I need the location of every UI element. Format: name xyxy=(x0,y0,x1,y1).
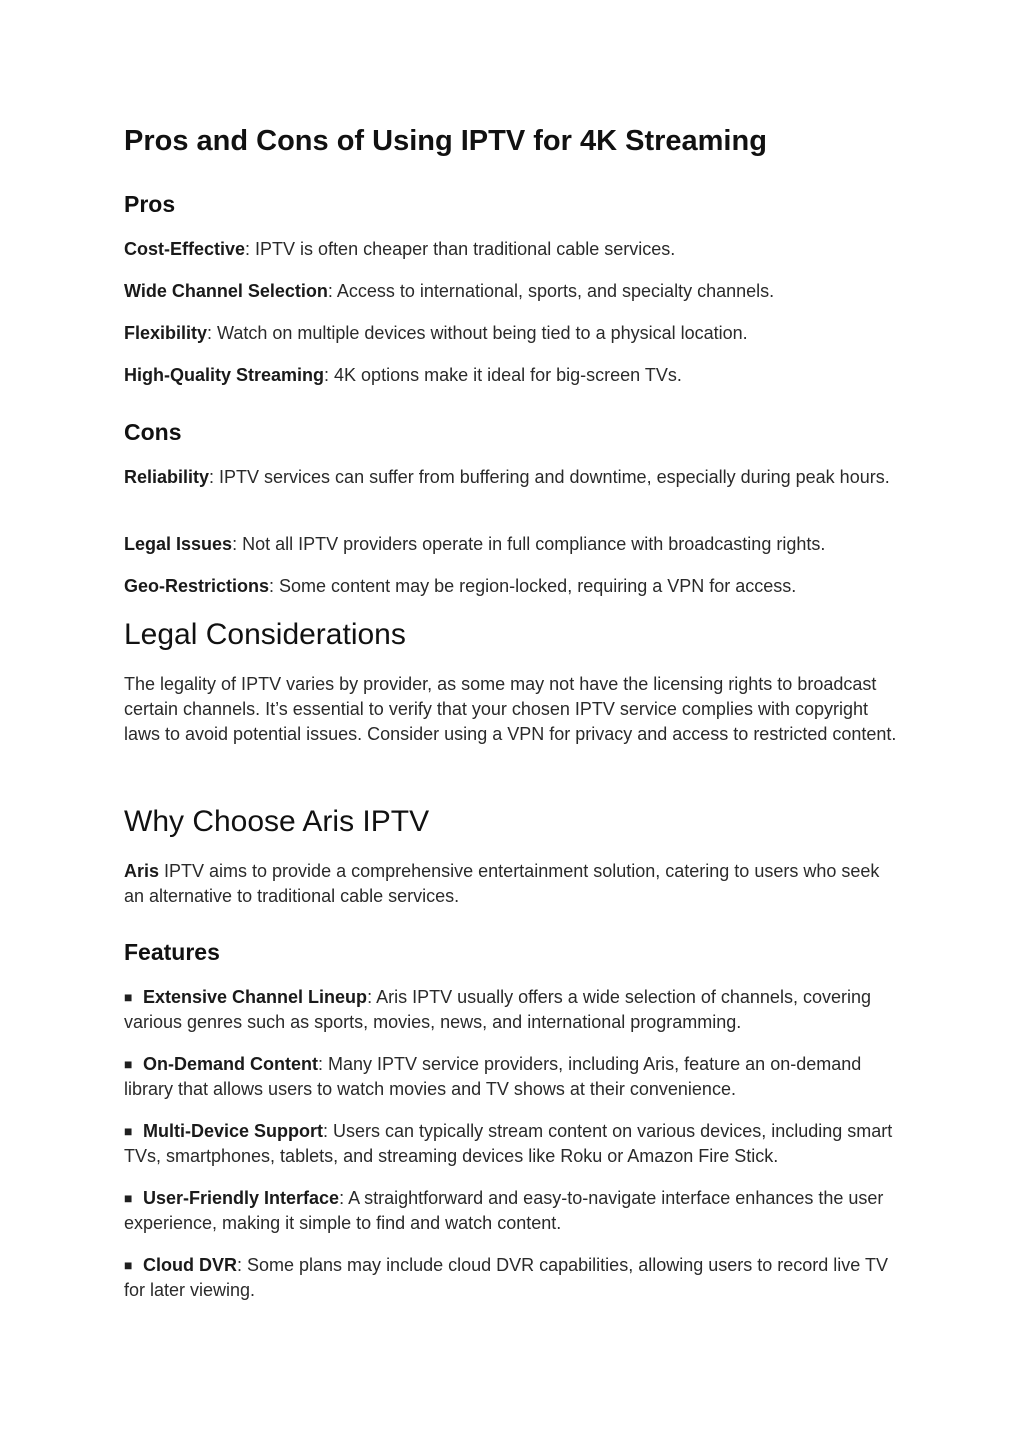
pro-term: High-Quality Streaming xyxy=(124,365,325,385)
cons-heading: Cons xyxy=(124,419,182,445)
feature-term: Cloud DVR xyxy=(143,1255,237,1275)
pro-text: : 4K options make it ideal for big-screen TVs. xyxy=(324,365,682,385)
legal-title: Legal Considerations xyxy=(124,618,406,651)
feature-text: : A straightforward and easy-to-navigate interface enhances the user experience, making it simple to find and watch content. xyxy=(124,1188,884,1233)
why-intro-term: Aris xyxy=(124,861,160,881)
square-bullet-icon: ■ xyxy=(124,1056,133,1072)
con-term: Geo-Restrictions xyxy=(124,576,270,596)
feature-item xyxy=(124,1186,904,1236)
feature-text: : Many IPTV service providers, including Aris, feature an on-demand library that allows users to watch movies and TV shows at their convenience. xyxy=(124,1054,862,1099)
feature-item xyxy=(124,1119,904,1169)
con-item xyxy=(124,465,904,490)
con-item xyxy=(124,532,904,557)
pro-text: : IPTV is often cheaper than traditional cable services. xyxy=(245,239,676,259)
pro-text: : Watch on multiple devices without being tied to a physical location. xyxy=(207,323,748,343)
pro-term: Cost-Effective xyxy=(124,239,246,259)
square-bullet-icon: ■ xyxy=(124,989,133,1005)
con-text: : IPTV services can suffer from buffering and downtime, especially during peak hours. xyxy=(209,467,890,487)
pro-term: Flexibility xyxy=(124,323,208,343)
why-intro-text: IPTV aims to provide a comprehensive entertainment solution, catering to users who seek an alternative to traditional cable services. xyxy=(124,861,880,906)
pro-item xyxy=(124,363,904,388)
feature-term: Multi-Device Support xyxy=(143,1121,324,1141)
con-term: Reliability xyxy=(124,467,210,487)
square-bullet-icon: ■ xyxy=(124,1123,133,1139)
legal-body: The legality of IPTV varies by provider, as some may not have the licensing rights to broadcast certain channels. It’s essential to verify that your chosen IPTV service complies with copyright laws to avoid potential issues. Consider using a VPN for privacy and access to restricted content. xyxy=(124,674,897,744)
feature-text: : Some plans may include cloud DVR capabilities, allowing users to record live TV for later viewing. xyxy=(124,1255,888,1300)
pros-heading: Pros xyxy=(124,191,176,217)
feature-term: User-Friendly Interface xyxy=(143,1188,340,1208)
features-heading: Features xyxy=(124,939,220,965)
feature-term: Extensive Channel Lineup xyxy=(143,987,368,1007)
feature-item xyxy=(124,1253,904,1303)
con-term: Legal Issues xyxy=(124,534,233,554)
pro-text: : Access to international, sports, and specialty channels. xyxy=(327,281,775,301)
square-bullet-icon: ■ xyxy=(124,1257,133,1273)
con-text: : Some content may be region-locked, requiring a VPN for access. xyxy=(269,576,797,596)
feature-text: : Users can typically stream content on various devices, including smart TVs, smartphones, tablets, and streaming devices like Roku or Amazon Fire Stick. xyxy=(124,1121,893,1166)
pro-item xyxy=(124,321,904,346)
square-bullet-icon: ■ xyxy=(124,1190,133,1206)
con-item xyxy=(124,574,904,599)
feature-term: On-Demand Content xyxy=(143,1054,318,1074)
pro-item xyxy=(124,279,904,304)
why-intro xyxy=(124,859,904,909)
feature-item xyxy=(124,1052,904,1102)
pros-cons-title: Pros and Cons of Using IPTV for 4K Streaming xyxy=(124,125,767,157)
con-text: : Not all IPTV providers operate in full compliance with broadcasting rights. xyxy=(232,534,826,554)
pro-item xyxy=(124,237,904,262)
feature-item xyxy=(124,985,904,1035)
why-title: Why Choose Aris IPTV xyxy=(124,805,430,838)
pro-term: Wide Channel Selection xyxy=(124,281,328,301)
feature-text: : Aris IPTV usually offers a wide selection of channels, covering various genres such as sports, movies, news, and international programming. xyxy=(124,987,871,1032)
